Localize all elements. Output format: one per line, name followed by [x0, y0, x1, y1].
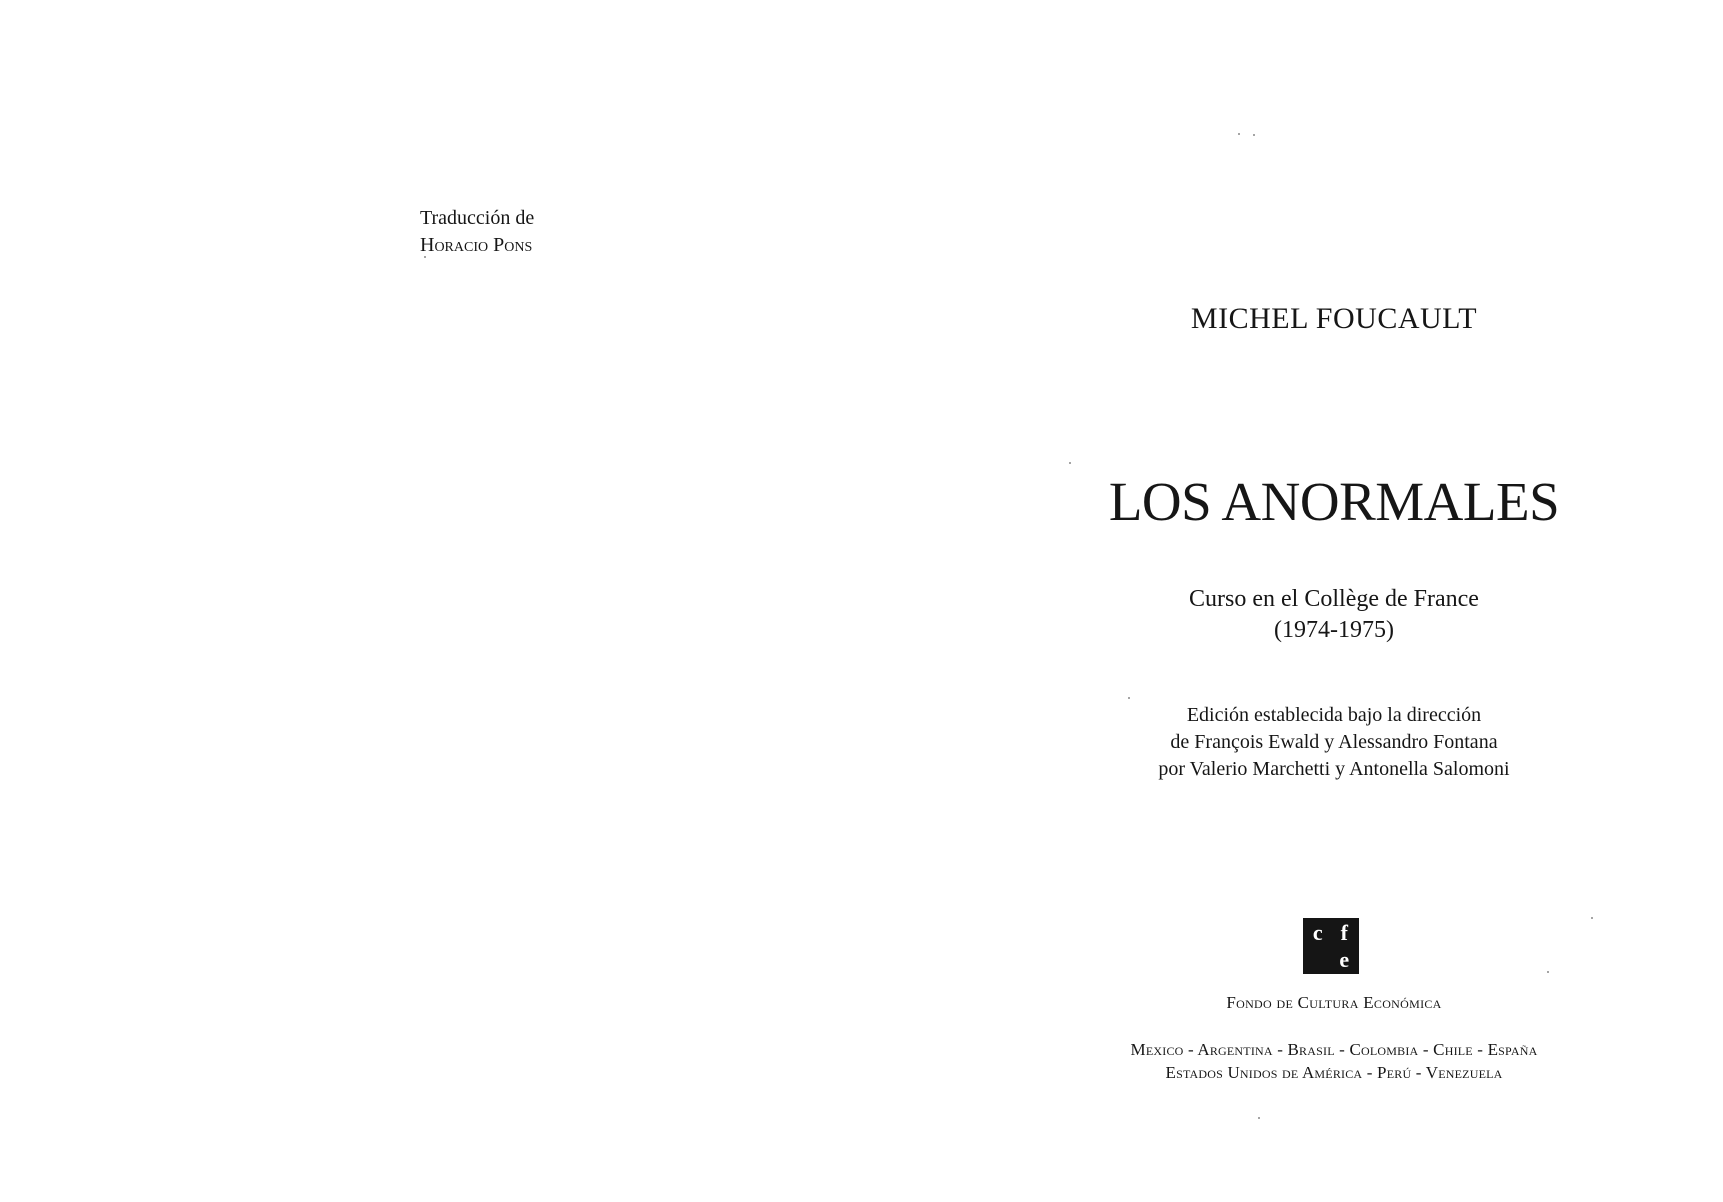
scan-speck — [1238, 133, 1240, 135]
publisher-name: Fondo de Cultura Económica — [1226, 993, 1442, 1012]
translation-credit — [420, 205, 534, 259]
edition-credits — [1094, 702, 1574, 783]
countries-line-1: Mexico - Argentina - Brasil - Colombia - Chile - España — [1130, 1040, 1538, 1059]
author-name: MICHEL FOUCAULT — [1190, 302, 1478, 335]
logo-letter-blank — [1306, 948, 1330, 972]
logo-letter-f: f — [1340, 920, 1348, 945]
scan-speck — [1258, 1117, 1260, 1119]
edition-line-2: de François Ewald y Alessandro Fontana — [1170, 731, 1498, 753]
countries-line-2: Estados Unidos de América - Perú - Venezuela — [1165, 1063, 1503, 1082]
logo-letter-e: e — [1339, 947, 1350, 972]
publisher-countries — [1094, 1038, 1574, 1084]
translator-name: Horacio Pons — [420, 234, 533, 256]
scan-speck — [1069, 462, 1071, 464]
edition-line-1: Edición establecida bajo la dirección — [1186, 704, 1482, 726]
left-page — [0, 0, 861, 1202]
book-title: LOS ANORMALES — [1108, 471, 1560, 532]
subtitle-line-2: (1974-1975) — [1274, 617, 1394, 643]
logo-letter-c: c — [1312, 920, 1323, 945]
scan-speck — [1253, 134, 1255, 136]
subtitle-line-1: Curso en el Collège de France — [1189, 586, 1479, 612]
scan-speck — [1128, 697, 1130, 699]
edition-line-3: por Valerio Marchetti y Antonella Salomoni — [1158, 758, 1510, 780]
scan-speck — [1591, 917, 1593, 919]
translation-label: Traducción de — [420, 207, 535, 229]
scan-speck — [424, 256, 426, 258]
scan-speck — [1547, 971, 1549, 973]
publisher-logo — [1303, 918, 1359, 974]
book-subtitle — [1094, 584, 1574, 646]
